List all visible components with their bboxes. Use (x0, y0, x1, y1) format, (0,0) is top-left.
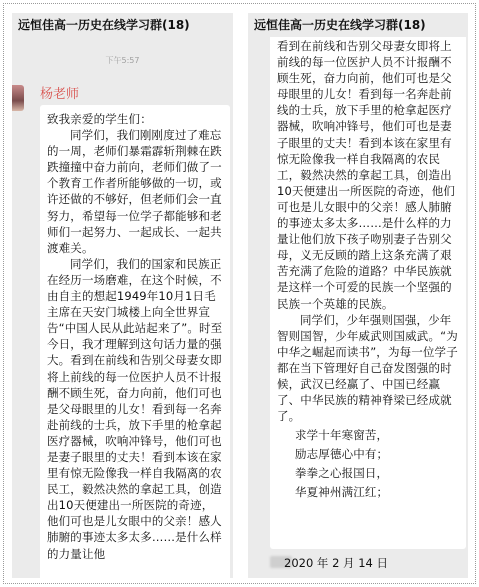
message-timestamp: 下午5:57 (105, 56, 140, 65)
chat-panel-right (248, 13, 468, 578)
message-greeting: 致我亲爱的学生们： (47, 112, 152, 126)
chat-title: 远恒佳高一历史在线学习群(18) (18, 18, 190, 32)
avatar[interactable] (12, 85, 24, 111)
poem-line: 励志厚德心中有； (295, 447, 389, 462)
poem-line: 华夏神州满江红； (295, 485, 389, 500)
signature-date: 2020 年 2 月 14 日 (284, 556, 388, 570)
poem-line: 求学十年寒窗苦， (295, 428, 389, 443)
poem (277, 426, 460, 502)
screenshot-frame (3, 3, 476, 584)
message-bubble[interactable] (270, 37, 466, 549)
chat-panel-left (12, 13, 233, 578)
message-paragraph: 看到在前线和告别父母妻女即将上前线的每一位医护人员不计报酬不顾生死，奋力向前，他们可也是父母眼里的儿女！看到每一名奔赴前线的士兵，放下手里的枪拿起医疗器械，吹响冲锋号，他们可也是妻子眼里的丈夫！看到本该在家里有惊无险像我一样自我隔离的农民工，毅然决然的拿起工具，创造出10天便建出一所医院的奇迹，他们可也是儿女眼中的父亲！感人肺腑的事迹太多太多……是什么样的力量让他们放下孩子吻别妻子告别父母，义无反顾的踏上这条充满了艰苦充满了危险的道路？中华民族就是这样一个可爱的民族一个坚强的民族一个英雄的民族。 (277, 39, 456, 311)
message-paragraph: 同学们，我们刚刚度过了难忘的一周，老师们暴霜霹斩荆棘在跌跌撞撞中奋力前向，老师们做了一个教育工作者所能够做的一切，或许还做的不够好，但老师们会一直努力，希望每一位学子都能够和老师们一起努力、一起成长、一起共渡难关。 (47, 128, 222, 255)
chat-title: 远恒佳高一历史在线学习群(18) (254, 18, 426, 32)
sender-name: 杨老师 (40, 87, 80, 102)
message-paragraph: 同学们，我们的国家和民族正在经历一场磨难，在这个时候，不由自主的想起1949年10月1日毛主席在天安门城楼上向全世界宣告“中国人民从此站起来了”。时至今日，我才理解到这句话力量的强大。看到在前线和告别父母妻女即将上前线的每一位医护人员不计报酬不顾生死，奋力向前，他们可也是父母眼里的儿女！看到每一名奔赴前线的士兵，放下手里的枪拿起医疗器械，吹响冲锋号，他们可也是妻子眼里的丈夫！看到本该在家里有惊无险像我一样自我隔离的农民工，毅然决然的拿起工具，创造出10天便建出一所医院的奇迹，他们可也是儿女眼中的父亲！感人肺腑的事迹太多太多……是什么样的力量让他 (47, 256, 223, 561)
message-bubble[interactable] (40, 105, 230, 578)
message-paragraph: 同学们，少年强则国强，少年智则国智，少年威武则国威武。“为中华之崛起而读书”，为每一位学子都在当下管理好自己奋发图强的时候，武汉已经赢了、中国已经赢了、中华民族的精神脊梁已经成就了。 (277, 312, 458, 424)
poem-line: 拳拳之心报国日， (295, 466, 389, 481)
